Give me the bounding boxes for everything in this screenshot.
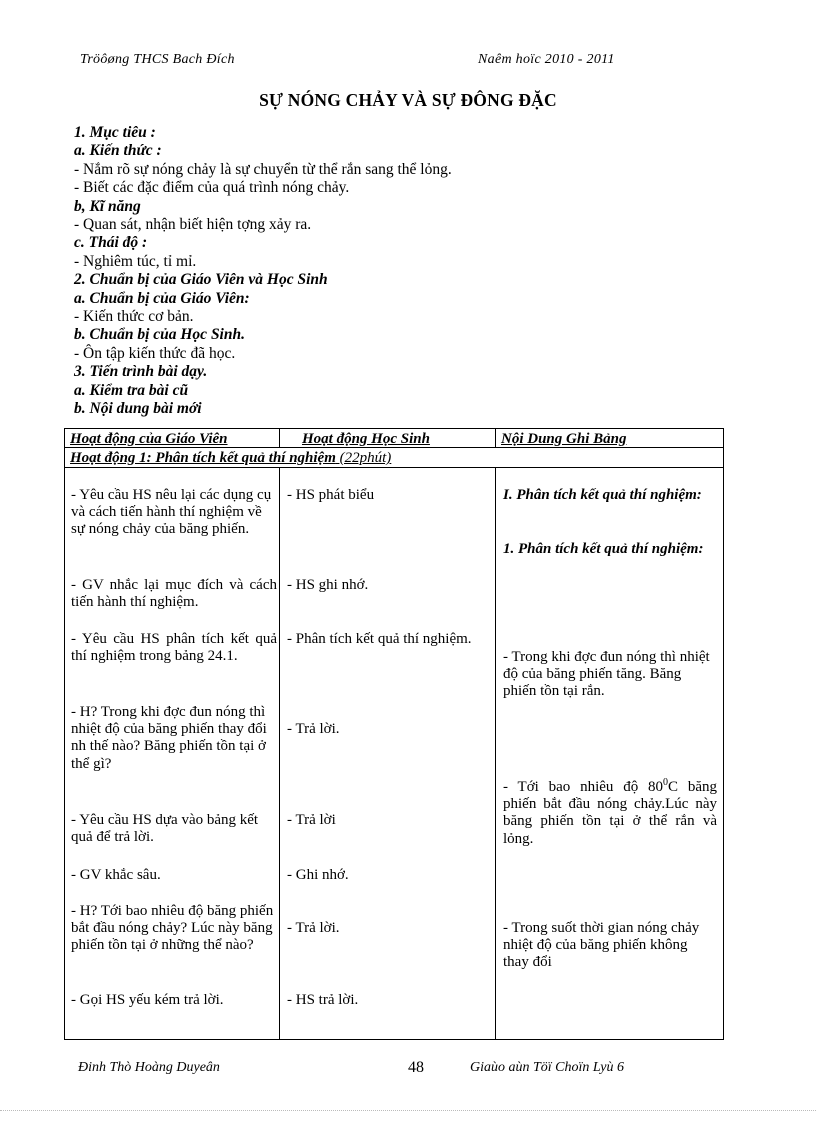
table-rule xyxy=(65,467,723,468)
teacher-step: - Yêu cầu HS nêu lại các dụng cụ và cách tiến hành thí nghiệm về sự nóng chảy của băng phiến. xyxy=(71,487,272,538)
teacher-prep-heading: a. Chuẩn bị của Giáo Viên: xyxy=(74,289,250,307)
old-lesson-check-heading: a. Kiểm tra bài cũ xyxy=(74,381,189,399)
board-note xyxy=(503,774,717,848)
lesson-activity-table xyxy=(64,428,724,1040)
table-rule xyxy=(279,467,280,1039)
skills-heading: b, Kĩ năng xyxy=(74,197,141,215)
teacher-step: - GV khắc sâu. xyxy=(71,867,161,883)
student-step: - Ghi nhớ. xyxy=(287,867,349,883)
table-rule xyxy=(495,429,496,447)
new-lesson-heading: b. Nội dung bài mới xyxy=(74,400,202,418)
board-heading-2: 1. Phân tích kết quả thí nghiệm: xyxy=(503,541,704,557)
teacher-step: - H? Trong khi đợc đun nóng thì nhiệt độ của băng phiến thay đổi nh thế nào? Băng phiến tồn tại ở thể gì? xyxy=(71,704,267,772)
col-header-student: Hoạt động Học Sinh xyxy=(302,431,430,447)
teacher-step: - H? Tới bao nhiêu độ băng phiến bắt đầu nóng chảy? Lúc này băng phiến tồn tại ở những thể nào? xyxy=(71,903,274,954)
student-step: - HS ghi nhớ. xyxy=(287,577,369,593)
student-prep-heading: b. Chuẩn bị của Học Sinh. xyxy=(74,326,245,344)
objective-line: - Biết các đặc điểm của quá trình nóng chảy. xyxy=(74,179,350,197)
table-rule xyxy=(279,429,280,447)
footer-book-title: Giaùo aùn Töï Choïn Lyù 6 xyxy=(470,1060,624,1075)
lesson-title: SỰ NÓNG CHẢY VÀ SỰ ĐÔNG ĐẶC xyxy=(259,90,557,110)
objectives-section xyxy=(74,124,714,419)
board-note: - Trong suốt thời gian nóng chảy nhiệt độ của băng phiến không thay đổi xyxy=(503,920,700,971)
objectives-heading: 1. Mục tiêu : xyxy=(74,124,156,141)
col-header-board: Nội Dung Ghi Bảng xyxy=(501,431,627,447)
student-step: - Phân tích kết quả thí nghiệm. xyxy=(287,631,472,647)
student-step: - Trả lời xyxy=(287,812,336,828)
student-step: - Trả lời. xyxy=(287,920,340,936)
teacher-step: - Yêu cầu HS dựa vào bảng kết quả để trả lời. xyxy=(71,812,259,846)
objective-line: - Ôn tập kiến thức đã học. xyxy=(74,344,236,362)
preparation-heading: 2. Chuẩn bị của Giáo Viên và Học Sinh xyxy=(74,271,328,289)
board-note: - Trong khi đợc đun nóng thì nhiệt độ của băng phiến tăng. Băng phiến tồn tại rắn. xyxy=(503,649,710,700)
activity-label: Hoạt động 1: Phân tích kết quả thí nghiệm xyxy=(70,450,336,466)
board-note-superscript: 0 xyxy=(663,777,669,788)
teacher-step: - Yêu cầu HS phân tích kết quả thí nghiệm trong bảng 24.1. xyxy=(71,631,277,665)
activity-time: (22phút) xyxy=(335,450,392,466)
knowledge-heading: a. Kiến thức : xyxy=(74,142,162,160)
table-rule xyxy=(495,467,496,1039)
footer-author: Ðinh Thò Hoàng Duyeân xyxy=(78,1060,220,1075)
objective-line: - Quan sát, nhận biết hiện tợng xảy ra. xyxy=(74,216,312,234)
activity-title xyxy=(70,450,391,467)
objective-line: - Kiến thức cơ bản. xyxy=(74,308,194,326)
student-step: - HS trả lời. xyxy=(287,992,359,1008)
objective-line: - Nắm rõ sự nóng chảy là sự chuyển từ thể rắn sang thể lỏng. xyxy=(74,160,452,178)
board-note-part: C băng phiến bắt đầu nóng chảy.Lúc này băng phiến tồn tại ở thể rắn và lỏng. xyxy=(503,779,717,847)
teacher-step: - GV nhắc lại mục đích và cách tiến hành thí nghiệm. xyxy=(71,577,277,611)
header-school-year: Naêm hoïc 2010 - 2011 xyxy=(478,52,615,67)
col-header-teacher: Hoạt động của Giáo Viên xyxy=(70,431,228,447)
header-school: Tröôøng THCS Bach Ðích xyxy=(80,52,235,67)
footer-page-number: 48 xyxy=(408,1059,424,1076)
board-heading-1: I. Phân tích kết quả thí nghiệm: xyxy=(503,487,702,503)
student-step: - HS phát biểu xyxy=(287,487,375,503)
student-step: - Trả lời. xyxy=(287,721,340,737)
procedure-heading: 3. Tiến trình bài dạy. xyxy=(74,363,208,381)
board-note-part: - Tới bao nhiêu độ 80 xyxy=(503,779,664,795)
teacher-step: - Gọi HS yếu kém trả lời. xyxy=(71,992,224,1008)
objective-line: - Nghiêm túc, tỉ mỉ. xyxy=(74,252,197,270)
page-edge-divider xyxy=(0,1110,816,1111)
attitude-heading: c. Thái độ : xyxy=(74,234,148,252)
